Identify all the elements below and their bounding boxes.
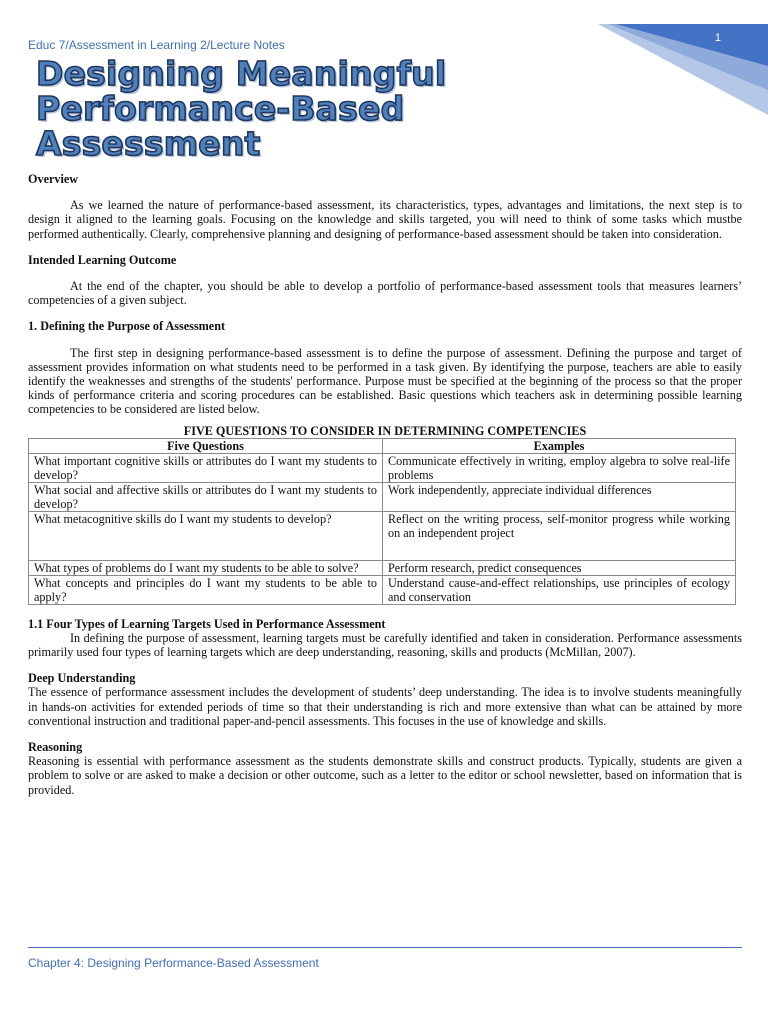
- section-1-1-heading: 1.1 Four Types of Learning Targets Used in Performance Assessment: [28, 616, 386, 631]
- reasoning-heading: Reasoning: [28, 740, 83, 755]
- section-1-heading: 1. Defining the Purpose of Assessment: [28, 319, 226, 334]
- title-line-2: Performance-Based: [36, 89, 405, 128]
- title-line-1: Designing Meaningful: [36, 54, 447, 93]
- table-cell-example: Communicate effectively in writing, employ algebra to solve real-life problems: [383, 453, 736, 482]
- corner-decoration: [598, 0, 768, 115]
- table-header-row: [29, 438, 736, 453]
- deep-understanding-heading: Deep Understanding: [28, 671, 136, 686]
- overview-paragraph: As we learned the nature of performance-based assessment, its characteristics, types, advantages and limitations, the next step is to design it aligned to the learning goals. Focusing on the knowledge and skills targeted, you will need to think of some tasks which mustbe performed authentically. Clearly, comprehensive planning and designing of performance-based assessment should be taken into consideration.: [28, 198, 742, 241]
- table-cell-question: What types of problems do I want my students to be able to solve?: [29, 560, 383, 575]
- table-cell-example: Reflect on the writing process, self-monitor progress while working on an independent project: [383, 511, 736, 560]
- section-1-paragraph: The first step in designing performance-based assessment is to define the purpose of assessment. Defining the purpose and target of assessment provides information on what students need to be performed in a task given. By identifying the purpose, teachers are able to easily identify the weaknesses and strengths of the students' performance. Purpose must be specified at the beginning of the process so that the proper kinds of performance criteria and scoring procedures can be established. Basic questions which teachers ask in determining possible learning competencies to be considered are listed below.: [28, 345, 742, 417]
- reasoning-paragraph: Reasoning is essential with performance assessment as the students demonstrate skills and construct products. Typically, students are given a problem to solve or are asked to make a decision or other outcome, such as a letter to the editor or school newsletter, based on information that is provided.: [28, 754, 742, 797]
- table-title: FIVE QUESTIONS TO CONSIDER IN DETERMINING COMPETENCIES: [183, 423, 587, 438]
- overview-heading: Overview: [28, 172, 79, 186]
- outcome-heading: Intended Learning Outcome: [28, 252, 177, 267]
- competencies-table: [28, 438, 736, 605]
- document-body: [28, 172, 742, 797]
- deep-understanding-paragraph: The essence of performance assessment includes the development of students’ deep understanding. The idea is to involve students meaningfully in hands-on activities for extended periods of time so that their understanding is rich and more extensive than what can be attained by more conventional instruction and traditional paper-and-pencil assessments. This focuses in the use of knowledge and skills.: [28, 685, 742, 728]
- table-cell-question: What social and affective skills or attributes do I want my students to develop?: [29, 482, 383, 511]
- table-cell-example: Work independently, appreciate individual differences: [383, 482, 736, 511]
- section-1-1-paragraph: In defining the purpose of assessment, learning targets must be carefully identified and taken in consideration. Performance assessments primarily used four types of learning targets which are deep understanding, reasoning, skills and products (McMillan, 2007).: [28, 630, 742, 660]
- table-header-examples: Examples: [383, 438, 736, 453]
- title-line-3: Assessment: [36, 124, 261, 163]
- table-row: [29, 511, 736, 560]
- footer-divider: [28, 947, 742, 948]
- table-row: [29, 482, 736, 511]
- table-cell-example: Understand cause-and-effect relationships, use principles of ecology and conservation: [383, 575, 736, 604]
- table-cell-question: What metacognitive skills do I want my students to develop?: [29, 511, 383, 560]
- table-cell-example: Perform research, predict consequences: [383, 560, 736, 575]
- chapter-footer: Chapter 4: Designing Performance-Based Assessment: [28, 956, 319, 970]
- course-header: Educ 7/Assessment in Learning 2/Lecture Notes: [28, 38, 285, 52]
- table-row: [29, 560, 736, 575]
- page-number: 1: [714, 32, 721, 44]
- page-title: [36, 56, 446, 161]
- table-row: [29, 453, 736, 482]
- outcome-paragraph: At the end of the chapter, you should be able to develop a portfolio of performance-based assessment tools that measures learners’ competencies of a given subject.: [28, 279, 742, 308]
- table-row: [29, 575, 736, 604]
- table-header-questions: Five Questions: [29, 438, 383, 453]
- table-cell-question: What important cognitive skills or attributes do I want my students to develop?: [29, 453, 383, 482]
- table-cell-question: What concepts and principles do I want my students to be able to apply?: [29, 575, 383, 604]
